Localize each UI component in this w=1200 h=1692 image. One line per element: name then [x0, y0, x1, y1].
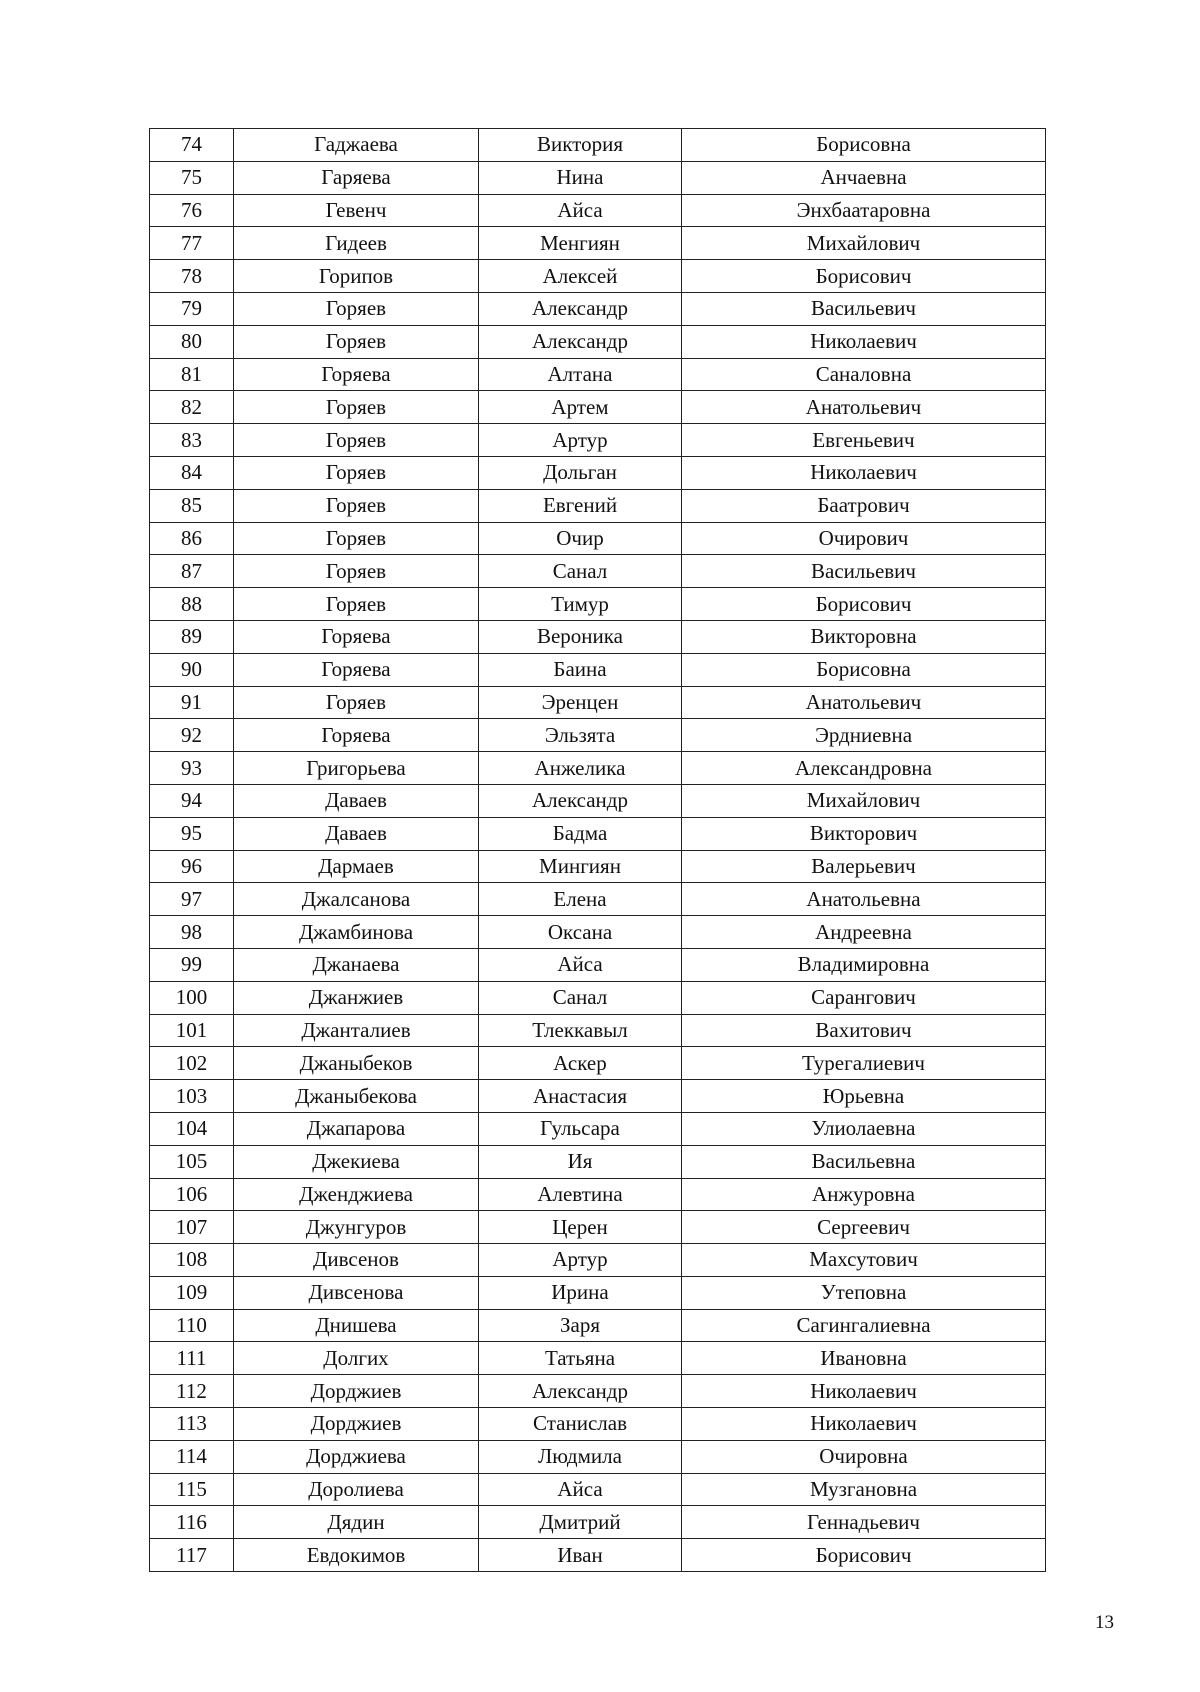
row-number-cell: 115: [150, 1473, 234, 1506]
row-number-cell: 105: [150, 1145, 234, 1178]
last-name-cell: Доролиева: [234, 1473, 479, 1506]
last-name-cell: Джанталиев: [234, 1014, 479, 1047]
last-name-cell: Долгих: [234, 1342, 479, 1375]
row-number-cell: 101: [150, 1014, 234, 1047]
table-row: [150, 1014, 1046, 1047]
table-row: [150, 1211, 1046, 1244]
first-name-cell: Анастасия: [479, 1080, 682, 1113]
first-name-cell: Очир: [479, 522, 682, 555]
last-name-cell: Горипов: [234, 260, 479, 293]
row-number-cell: 102: [150, 1047, 234, 1080]
names-table: [149, 128, 1046, 1572]
patronymic-cell: Музгановна: [682, 1473, 1046, 1506]
last-name-cell: Горяева: [234, 719, 479, 752]
patronymic-cell: Андреевна: [682, 916, 1046, 949]
first-name-cell: Алтана: [479, 358, 682, 391]
first-name-cell: Айса: [479, 194, 682, 227]
row-number-cell: 82: [150, 391, 234, 424]
table-row: [150, 1342, 1046, 1375]
table-row: [150, 129, 1046, 162]
row-number-cell: 111: [150, 1342, 234, 1375]
first-name-cell: Ия: [479, 1145, 682, 1178]
row-number-cell: 113: [150, 1408, 234, 1441]
patronymic-cell: Анжуровна: [682, 1178, 1046, 1211]
first-name-cell: Александр: [479, 292, 682, 325]
row-number-cell: 77: [150, 227, 234, 260]
table-row: [150, 489, 1046, 522]
row-number-cell: 86: [150, 522, 234, 555]
page-number: 13: [1095, 1612, 1114, 1633]
last-name-cell: Джанаева: [234, 948, 479, 981]
patronymic-cell: Валерьевич: [682, 850, 1046, 883]
first-name-cell: Мингиян: [479, 850, 682, 883]
row-number-cell: 79: [150, 292, 234, 325]
row-number-cell: 98: [150, 916, 234, 949]
table-row: [150, 883, 1046, 916]
first-name-cell: Эльзята: [479, 719, 682, 752]
table-row: [150, 1408, 1046, 1441]
patronymic-cell: Николаевич: [682, 325, 1046, 358]
last-name-cell: Дармаев: [234, 850, 479, 883]
table-row: [150, 588, 1046, 621]
first-name-cell: Эренцен: [479, 686, 682, 719]
last-name-cell: Дядин: [234, 1506, 479, 1539]
first-name-cell: Аскер: [479, 1047, 682, 1080]
patronymic-cell: Сарангович: [682, 981, 1046, 1014]
last-name-cell: Горяев: [234, 456, 479, 489]
row-number-cell: 91: [150, 686, 234, 719]
table-row: [150, 391, 1046, 424]
patronymic-cell: Александровна: [682, 752, 1046, 785]
last-name-cell: Дивсенов: [234, 1244, 479, 1277]
last-name-cell: Горяев: [234, 588, 479, 621]
patronymic-cell: Борисовна: [682, 653, 1046, 686]
last-name-cell: Даваев: [234, 784, 479, 817]
table-row: [150, 1506, 1046, 1539]
row-number-cell: 90: [150, 653, 234, 686]
last-name-cell: Дорджиев: [234, 1375, 479, 1408]
row-number-cell: 85: [150, 489, 234, 522]
first-name-cell: Александр: [479, 325, 682, 358]
table-row: [150, 1178, 1046, 1211]
first-name-cell: Александр: [479, 1375, 682, 1408]
first-name-cell: Бадма: [479, 817, 682, 850]
row-number-cell: 96: [150, 850, 234, 883]
first-name-cell: Иван: [479, 1539, 682, 1572]
patronymic-cell: Викторович: [682, 817, 1046, 850]
first-name-cell: Людмила: [479, 1440, 682, 1473]
first-name-cell: Заря: [479, 1309, 682, 1342]
patronymic-cell: Турегалиевич: [682, 1047, 1046, 1080]
patronymic-cell: Утеповна: [682, 1276, 1046, 1309]
row-number-cell: 116: [150, 1506, 234, 1539]
patronymic-cell: Анчаевна: [682, 161, 1046, 194]
patronymic-cell: Улиолаевна: [682, 1112, 1046, 1145]
last-name-cell: Горяев: [234, 325, 479, 358]
table-row: [150, 1440, 1046, 1473]
first-name-cell: Тимур: [479, 588, 682, 621]
last-name-cell: Горяев: [234, 555, 479, 588]
last-name-cell: Григорьева: [234, 752, 479, 785]
table-row: [150, 620, 1046, 653]
patronymic-cell: Юрьевна: [682, 1080, 1046, 1113]
patronymic-cell: Сергеевич: [682, 1211, 1046, 1244]
row-number-cell: 95: [150, 817, 234, 850]
patronymic-cell: Васильевич: [682, 555, 1046, 588]
row-number-cell: 117: [150, 1539, 234, 1572]
table-row: [150, 719, 1046, 752]
table-row: [150, 1539, 1046, 1572]
first-name-cell: Менгиян: [479, 227, 682, 260]
first-name-cell: Евгений: [479, 489, 682, 522]
table-row: [150, 194, 1046, 227]
table-row: [150, 850, 1046, 883]
last-name-cell: Евдокимов: [234, 1539, 479, 1572]
table-row: [150, 1375, 1046, 1408]
row-number-cell: 94: [150, 784, 234, 817]
table-row: [150, 653, 1046, 686]
patronymic-cell: Евгеньевич: [682, 424, 1046, 457]
first-name-cell: Вероника: [479, 620, 682, 653]
first-name-cell: Дольган: [479, 456, 682, 489]
first-name-cell: Айса: [479, 1473, 682, 1506]
row-number-cell: 76: [150, 194, 234, 227]
last-name-cell: Дженджиева: [234, 1178, 479, 1211]
table-row: [150, 1047, 1046, 1080]
last-name-cell: Гидеев: [234, 227, 479, 260]
patronymic-cell: Владимировна: [682, 948, 1046, 981]
last-name-cell: Горяева: [234, 653, 479, 686]
last-name-cell: Горяев: [234, 292, 479, 325]
row-number-cell: 99: [150, 948, 234, 981]
first-name-cell: Баина: [479, 653, 682, 686]
table-row: [150, 1276, 1046, 1309]
row-number-cell: 74: [150, 129, 234, 162]
row-number-cell: 114: [150, 1440, 234, 1473]
last-name-cell: Джунгуров: [234, 1211, 479, 1244]
last-name-cell: Горяев: [234, 424, 479, 457]
table-row: [150, 424, 1046, 457]
last-name-cell: Джанжиев: [234, 981, 479, 1014]
row-number-cell: 83: [150, 424, 234, 457]
table-row: [150, 752, 1046, 785]
first-name-cell: Артур: [479, 1244, 682, 1277]
last-name-cell: Гевенч: [234, 194, 479, 227]
last-name-cell: Днишева: [234, 1309, 479, 1342]
first-name-cell: Станислав: [479, 1408, 682, 1441]
row-number-cell: 109: [150, 1276, 234, 1309]
row-number-cell: 89: [150, 620, 234, 653]
first-name-cell: Виктория: [479, 129, 682, 162]
row-number-cell: 80: [150, 325, 234, 358]
last-name-cell: Джалсанова: [234, 883, 479, 916]
first-name-cell: Айса: [479, 948, 682, 981]
row-number-cell: 107: [150, 1211, 234, 1244]
table-row: [150, 1080, 1046, 1113]
row-number-cell: 110: [150, 1309, 234, 1342]
row-number-cell: 108: [150, 1244, 234, 1277]
table-row: [150, 456, 1046, 489]
last-name-cell: Дивсенова: [234, 1276, 479, 1309]
first-name-cell: Санал: [479, 555, 682, 588]
table-row: [150, 817, 1046, 850]
row-number-cell: 112: [150, 1375, 234, 1408]
row-number-cell: 75: [150, 161, 234, 194]
table-body: [150, 129, 1046, 1572]
table-row: [150, 981, 1046, 1014]
patronymic-cell: Михайлович: [682, 784, 1046, 817]
row-number-cell: 93: [150, 752, 234, 785]
patronymic-cell: Сагингалиевна: [682, 1309, 1046, 1342]
table-row: [150, 916, 1046, 949]
row-number-cell: 92: [150, 719, 234, 752]
last-name-cell: Джаныбекова: [234, 1080, 479, 1113]
table-row: [150, 522, 1046, 555]
first-name-cell: Санал: [479, 981, 682, 1014]
last-name-cell: Гаряева: [234, 161, 479, 194]
first-name-cell: Алевтина: [479, 1178, 682, 1211]
patronymic-cell: Вахитович: [682, 1014, 1046, 1047]
last-name-cell: Гаджаева: [234, 129, 479, 162]
table-row: [150, 1309, 1046, 1342]
patronymic-cell: Николаевич: [682, 1375, 1046, 1408]
table-row: [150, 1112, 1046, 1145]
table-row: [150, 161, 1046, 194]
patronymic-cell: Махсутович: [682, 1244, 1046, 1277]
patronymic-cell: Очирович: [682, 522, 1046, 555]
first-name-cell: Алексей: [479, 260, 682, 293]
first-name-cell: Нина: [479, 161, 682, 194]
last-name-cell: Джекиева: [234, 1145, 479, 1178]
last-name-cell: Горяева: [234, 620, 479, 653]
patronymic-cell: Очировна: [682, 1440, 1046, 1473]
first-name-cell: Анжелика: [479, 752, 682, 785]
first-name-cell: Дмитрий: [479, 1506, 682, 1539]
row-number-cell: 88: [150, 588, 234, 621]
table-row: [150, 227, 1046, 260]
first-name-cell: Тлеккавыл: [479, 1014, 682, 1047]
table-row: [150, 555, 1046, 588]
last-name-cell: Горяев: [234, 522, 479, 555]
patronymic-cell: Васильевич: [682, 292, 1046, 325]
table-row: [150, 1244, 1046, 1277]
first-name-cell: Ирина: [479, 1276, 682, 1309]
table-row: [150, 292, 1046, 325]
last-name-cell: Горяев: [234, 489, 479, 522]
patronymic-cell: Анатольевич: [682, 391, 1046, 424]
table-row: [150, 1473, 1046, 1506]
last-name-cell: Горяева: [234, 358, 479, 391]
last-name-cell: Дорджиева: [234, 1440, 479, 1473]
patronymic-cell: Михайлович: [682, 227, 1046, 260]
table-row: [150, 948, 1046, 981]
patronymic-cell: Васильевна: [682, 1145, 1046, 1178]
patronymic-cell: Викторовна: [682, 620, 1046, 653]
patronymic-cell: Ивановна: [682, 1342, 1046, 1375]
first-name-cell: Гульсара: [479, 1112, 682, 1145]
table-row: [150, 260, 1046, 293]
row-number-cell: 106: [150, 1178, 234, 1211]
row-number-cell: 84: [150, 456, 234, 489]
last-name-cell: Горяев: [234, 391, 479, 424]
row-number-cell: 81: [150, 358, 234, 391]
first-name-cell: Артур: [479, 424, 682, 457]
row-number-cell: 104: [150, 1112, 234, 1145]
first-name-cell: Александр: [479, 784, 682, 817]
table-row: [150, 1145, 1046, 1178]
patronymic-cell: Борисович: [682, 1539, 1046, 1572]
row-number-cell: 87: [150, 555, 234, 588]
last-name-cell: Дорджиев: [234, 1408, 479, 1441]
patronymic-cell: Николаевич: [682, 456, 1046, 489]
patronymic-cell: Борисовна: [682, 129, 1046, 162]
row-number-cell: 97: [150, 883, 234, 916]
first-name-cell: Артем: [479, 391, 682, 424]
table-row: [150, 784, 1046, 817]
table-row: [150, 325, 1046, 358]
patronymic-cell: Саналовна: [682, 358, 1046, 391]
row-number-cell: 103: [150, 1080, 234, 1113]
first-name-cell: Татьяна: [479, 1342, 682, 1375]
last-name-cell: Горяев: [234, 686, 479, 719]
patronymic-cell: Николаевич: [682, 1408, 1046, 1441]
patronymic-cell: Анатольевич: [682, 686, 1046, 719]
patronymic-cell: Энхбаатаровна: [682, 194, 1046, 227]
patronymic-cell: Борисович: [682, 260, 1046, 293]
patronymic-cell: Баатрович: [682, 489, 1046, 522]
first-name-cell: Елена: [479, 883, 682, 916]
table-row: [150, 358, 1046, 391]
patronymic-cell: Борисович: [682, 588, 1046, 621]
row-number-cell: 100: [150, 981, 234, 1014]
last-name-cell: Джаныбеков: [234, 1047, 479, 1080]
last-name-cell: Даваев: [234, 817, 479, 850]
patronymic-cell: Геннадьевич: [682, 1506, 1046, 1539]
last-name-cell: Джапарова: [234, 1112, 479, 1145]
row-number-cell: 78: [150, 260, 234, 293]
first-name-cell: Церен: [479, 1211, 682, 1244]
first-name-cell: Оксана: [479, 916, 682, 949]
patronymic-cell: Анатольевна: [682, 883, 1046, 916]
patronymic-cell: Эрдниевна: [682, 719, 1046, 752]
table-row: [150, 686, 1046, 719]
last-name-cell: Джамбинова: [234, 916, 479, 949]
